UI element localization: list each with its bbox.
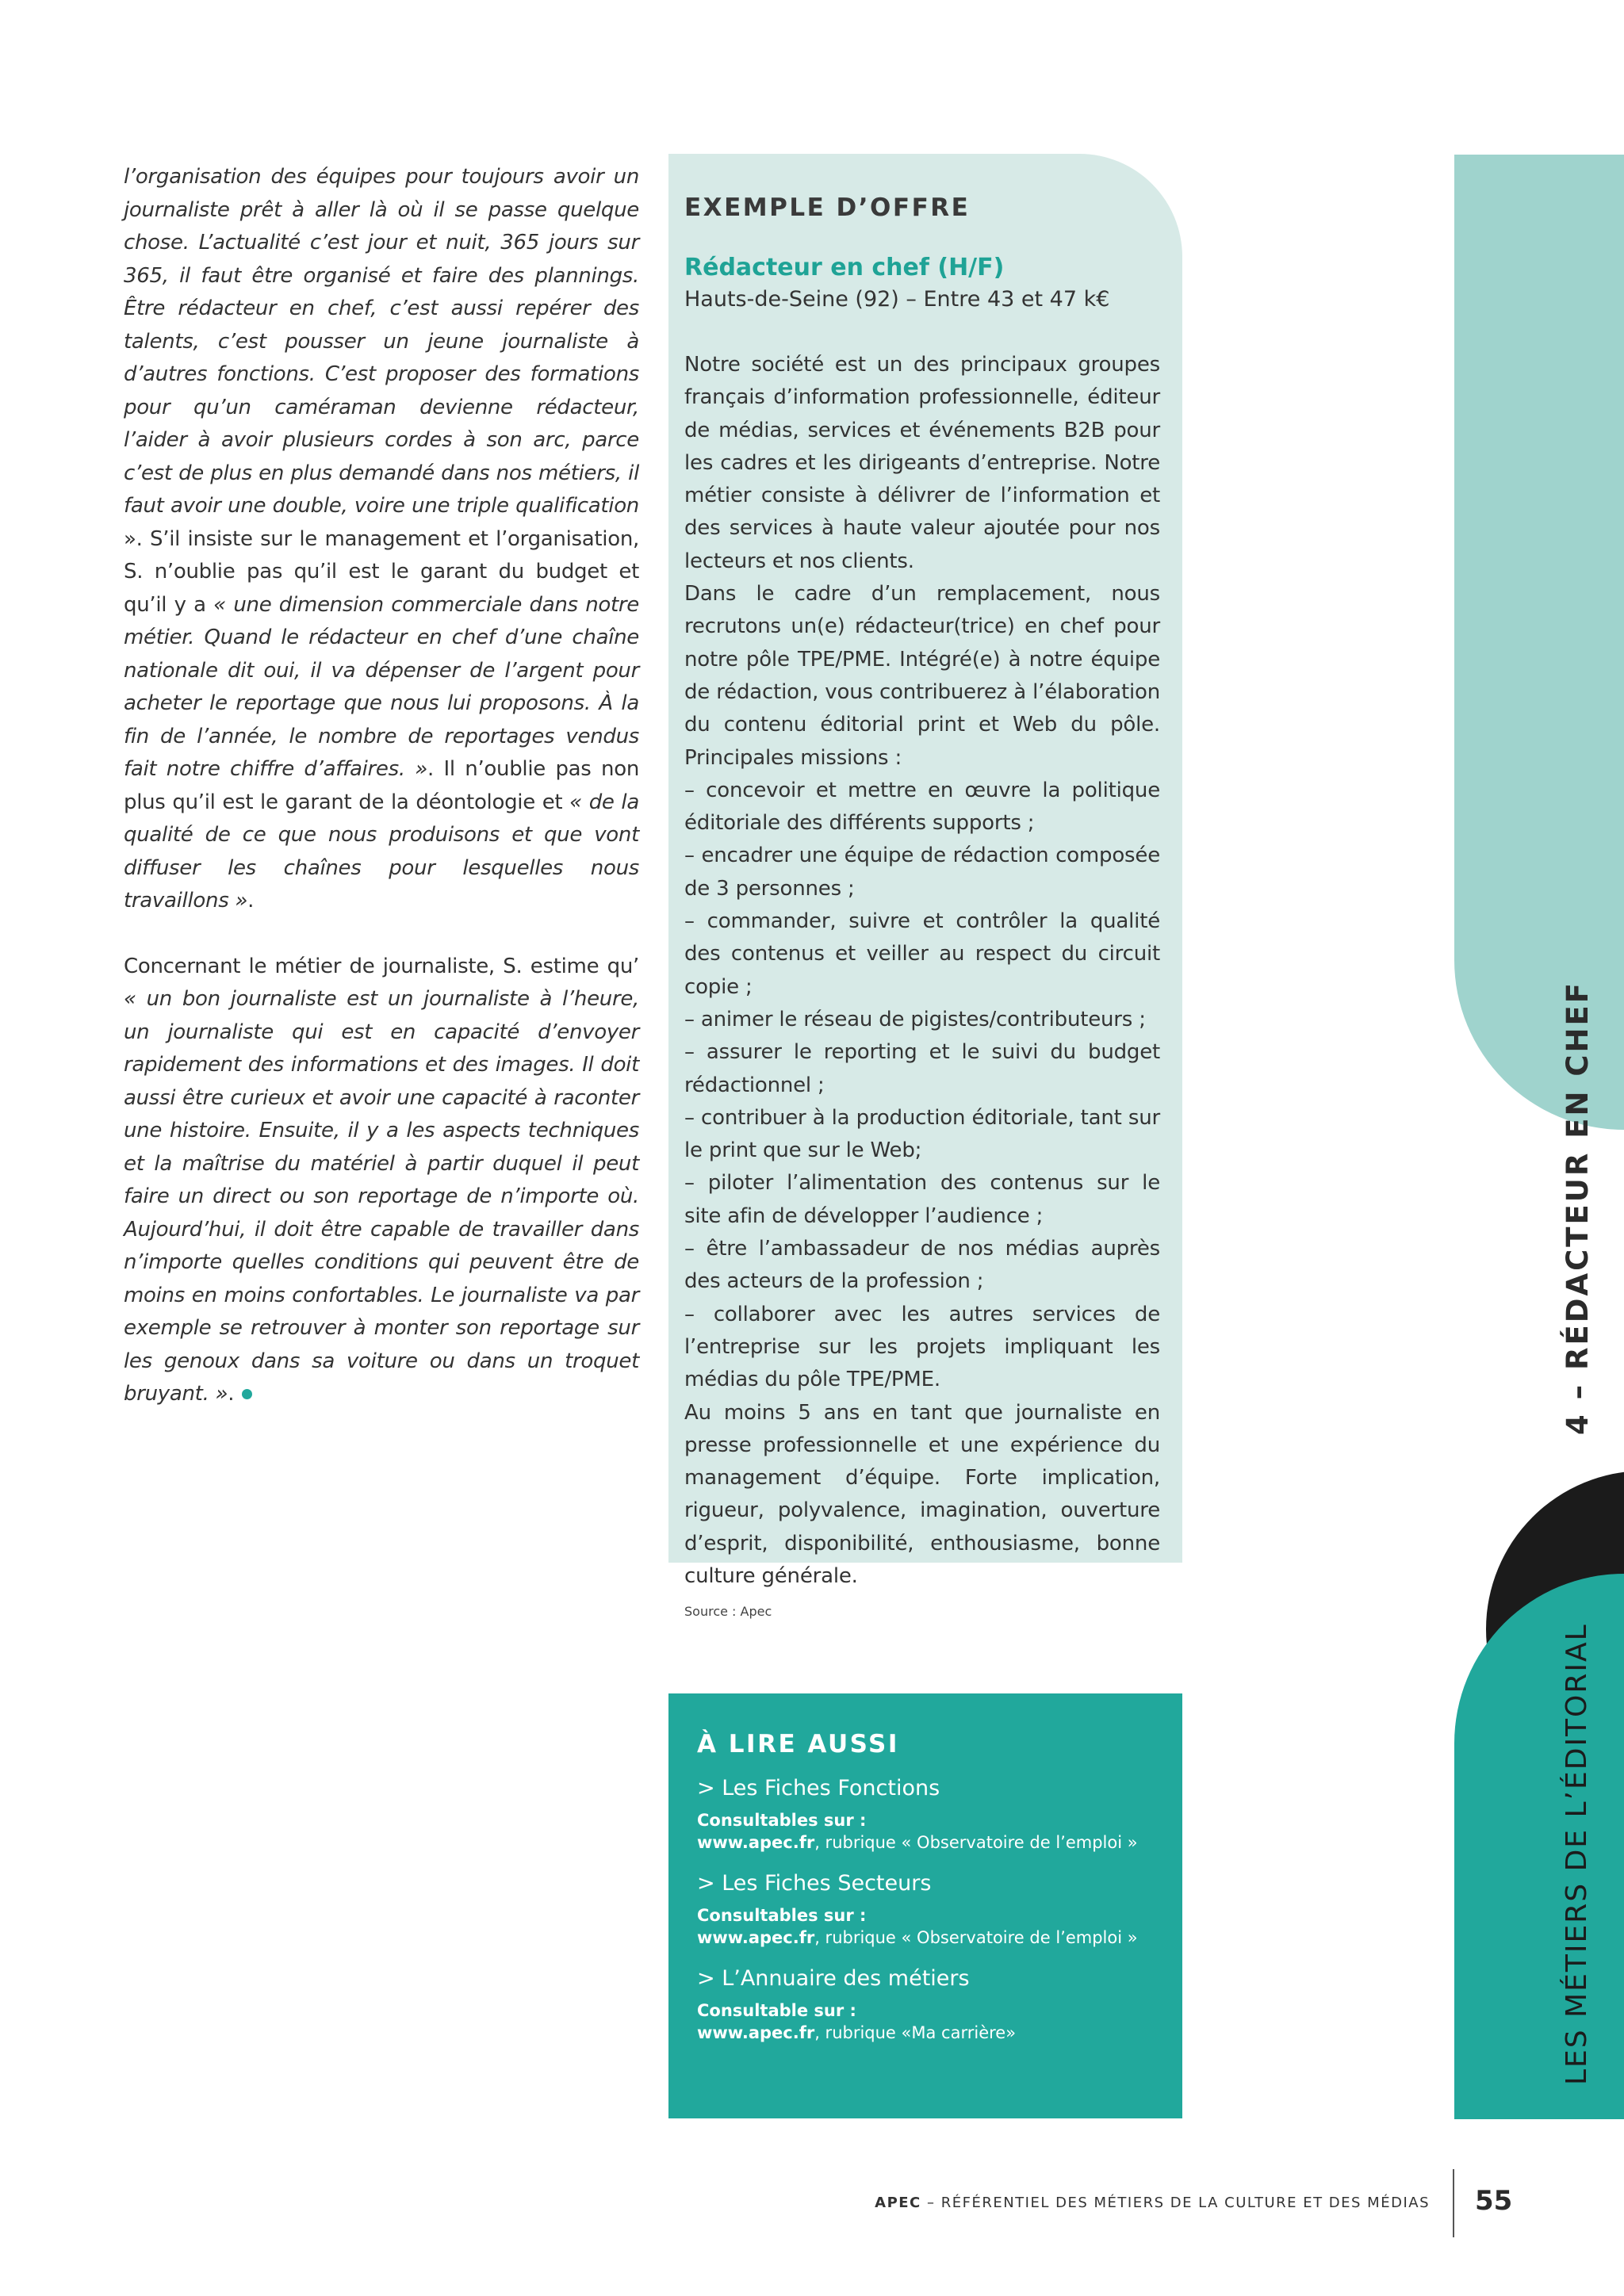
offer-line: – assurer le reporting et le suivi du budget rédactionnel ; (684, 1040, 1160, 1097)
offer-line: – contribuer à la production éditoriale, tant sur le print que sur le Web; (684, 1105, 1160, 1163)
paragraph-1 (124, 161, 639, 918)
job-offer-box (668, 154, 1182, 1620)
read-also-url-line (697, 1831, 1160, 1854)
apec-link[interactable]: www.apec.fr (697, 1833, 815, 1852)
side-band-light (1454, 155, 1624, 1130)
read-also-link-fiches-secteurs[interactable]: > Les Fiches Secteurs (697, 1871, 932, 1896)
body-text: . (247, 889, 255, 913)
footer-text: – RÉFÉRENTIEL DES MÉTIERS DE LA CULTURE ET DES MÉDIAS (921, 2195, 1430, 2211)
read-also-link-annuaire-metiers[interactable]: > L’Annuaire des métiers (697, 1966, 970, 1991)
body-text: . (228, 1382, 235, 1406)
read-also-link-fiches-fonctions[interactable]: > Les Fiches Fonctions (697, 1776, 940, 1800)
section-title-vertical: LES MÉTIERS DE L’ÉDITORIAL (1561, 1623, 1593, 2085)
offer-heading: EXEMPLE D’OFFRE (684, 193, 971, 222)
footer (875, 2195, 1430, 2211)
body-text: ». S’il insiste sur le management et l’organisation, S. n’oublie pas qu’il est le garant du budget et qu’il y a (124, 526, 639, 617)
offer-job-title: Rédacteur en chef (H/F) (684, 254, 1005, 281)
footer-brand: APEC (875, 2195, 921, 2211)
footer-divider (1453, 2169, 1454, 2237)
body-text: Concernant le métier de journaliste, S. estime qu’ (124, 954, 639, 978)
read-also-box (668, 1693, 1182, 2118)
article-text (124, 161, 639, 1411)
offer-line: – animer le réseau de pigistes/contributeurs ; (684, 1007, 1146, 1031)
read-also-sub: Consultable sur : (697, 2001, 856, 2020)
read-also-url-line (697, 2022, 1160, 2044)
quote-text: « une dimension commerciale dans notre métier. Quand le rédacteur en chef d’une chaîne nationale dit oui, il va dépenser de l’argent pour acheter le reportage que nous lui proposons. À la fin de l’année, le nombre de reportages vendus fait notre chiffre d’affaires. » (124, 592, 639, 781)
body-text: . Il n’oublie pas non plus qu’il est le garant de la déontologie et (124, 757, 639, 814)
rubric-text: , rubrique «Ma carrière» (814, 2023, 1017, 2042)
rubric-text: , rubrique « Observatoire de l’emploi » (814, 1928, 1138, 1947)
side-band-teal (1454, 1574, 1624, 2119)
offer-line: Dans le cadre d’un remplacement, nous recrutons un(e) rédacteur(trice) en chef pour notre pôle TPE/PME. Intégré(e) à notre équipe de rédaction, vous contribuerez à l’élaboration du contenu éditorial print et Web du pôle. Principales missions : (684, 582, 1160, 770)
offer-line: Notre société est un des principaux groupes français d’information professionnelle, éditeur de médias, services et événements B2B pour les cadres et les dirigeants d’entreprise. Notre métier consiste à délivrer de l’information et des services à haute valeur ajoutée pour nos lecteurs et nos clients. (684, 353, 1160, 573)
offer-line: – collaborer avec les autres services de l’entreprise sur les projets impliquant les médias du pôle TPE/PME. (684, 1302, 1160, 1392)
offer-line: – encadrer une équipe de rédaction composée de 3 personnes ; (684, 844, 1160, 901)
offer-line: – commander, suivre et contrôler la qualité des contenus et veiller au respect du circuit copie ; (684, 909, 1160, 999)
read-also-heading: À LIRE AUSSI (697, 1730, 899, 1758)
quote-text: « de la qualité de ce que nous produisons et que vont diffuser les chaînes pour lesquelles nous travaillons » (124, 790, 639, 913)
offer-line: – être l’ambassadeur de nos médias auprès des acteurs de la profession ; (684, 1237, 1160, 1294)
read-also-url-line (697, 1927, 1160, 1949)
end-of-article-dot-icon (242, 1389, 252, 1399)
offer-body (684, 349, 1160, 1593)
read-also-sub: Consultables sur : (697, 1811, 867, 1830)
apec-link[interactable]: www.apec.fr (697, 2023, 815, 2042)
offer-line: – concevoir et mettre en œuvre la politique éditoriale des différents supports ; (684, 778, 1160, 836)
page-number: 55 (1475, 2185, 1513, 2217)
read-also-sub: Consultables sur : (697, 1906, 867, 1925)
side-band (1454, 155, 1624, 2119)
offer-line: Au moins 5 ans en tant que journaliste en presse professionnelle et une expérience du management d’équipe. Forte implication, rigueur, polyvalence, imagination, ouverture d’esprit, disponibilité, enthousiasme, bonne culture générale. (684, 1400, 1160, 1588)
quote-text: « un bon journaliste est un journaliste à l’heure, un journaliste qui est en capacité d’envoyer rapidement des informations et des images. Il doit aussi être curieux et avoir une capacité à raconter une histoire. Ensuite, il y a les aspects techniques et la maîtrise du matériel à partir duquel il peut faire un direct ou son reportage de n’importe où. Aujourd’hui, il doit être capable de travailler dans n’importe quelles conditions qui peuvent être de moins en moins confortables. Le journaliste va par exemple se retrouver à monter son reportage sur les genoux dans sa voiture ou dans un troquet bruyant. » (124, 987, 639, 1406)
chapter-title-vertical: 4 – RÉDACTEUR EN CHEF (1561, 981, 1595, 1435)
rubric-text: , rubrique « Observatoire de l’emploi » (814, 1833, 1138, 1852)
quote-text: l’organisation des équipes pour toujours avoir un journaliste prêt à aller là où il se passe quelque chose. L’actualité c’est jour et nuit, 365 jours sur 365, il faut être organisé et faire des plannings. Être rédacteur en chef, c’est aussi repérer des talents, c’est pousser un jeune journaliste à d’autres fonctions. C’est proposer des formations pour qu’un caméraman devienne rédacteur, l’aider à avoir plusieurs cordes à son arc, parce c’est de plus en plus demandé dans nos métiers, il faut avoir une double, voire une triple qualification (124, 165, 639, 518)
offer-location: Hauts-de-Seine (92) – Entre 43 et 47 k€ (684, 287, 1110, 312)
offer-source: Source : Apec (684, 1604, 772, 1620)
apec-link[interactable]: www.apec.fr (697, 1928, 815, 1947)
paragraph-2 (124, 951, 639, 1411)
offer-line: – piloter l’alimentation des contenus sur le site afin de développer l’audience ; (684, 1171, 1160, 1228)
